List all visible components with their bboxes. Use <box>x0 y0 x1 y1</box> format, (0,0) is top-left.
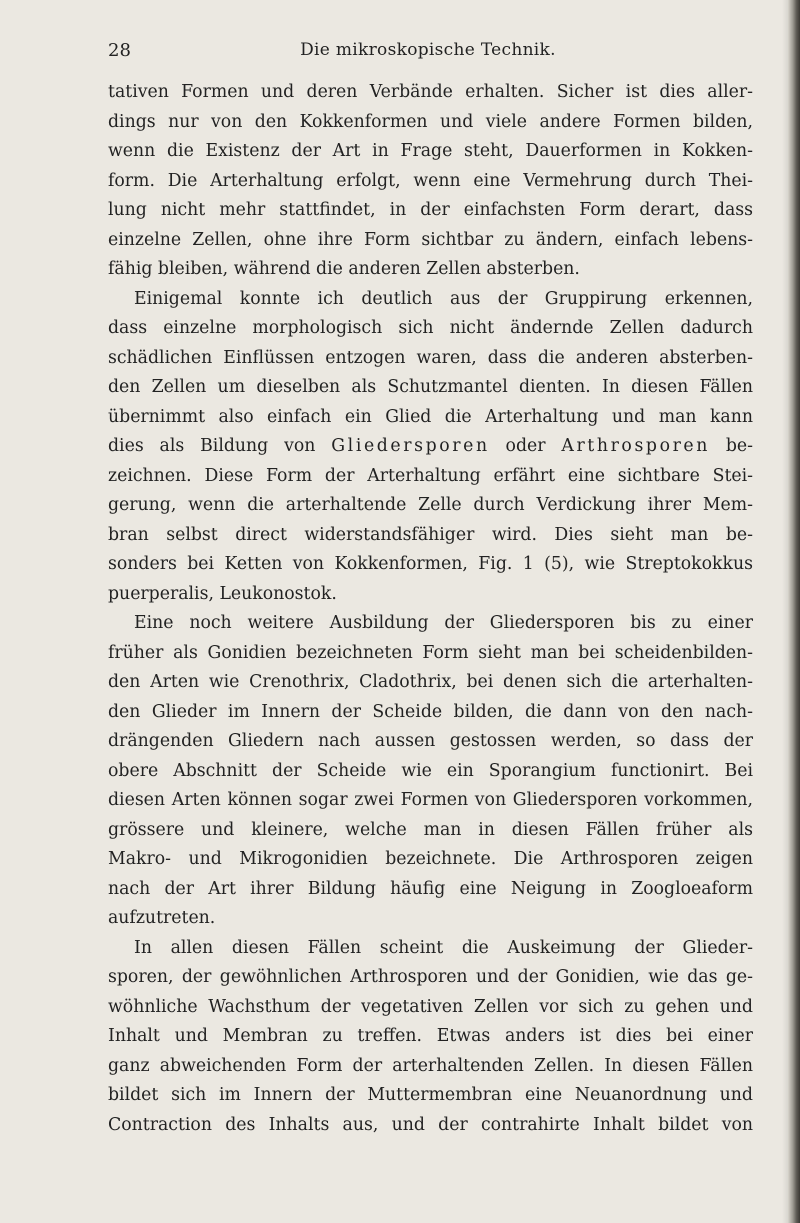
text-line: gerung, wenn die arterhaltende Zelle durch Verdickung ihrer Mem- <box>108 495 753 515</box>
text-line: übernimmt also einfach ein Glied die Arterhaltung und man kann <box>108 406 753 427</box>
body-text <box>108 78 753 1140</box>
page-edge-shadow <box>788 0 800 1223</box>
text-line: Einigemal konnte ich deutlich aus der Gruppirung erkennen, <box>134 288 753 309</box>
text-line: aufzutreten. <box>108 908 216 928</box>
text-line: schädlichen Einflüssen entzogen waren, dass die anderen absterben- <box>108 347 753 368</box>
text-line: den Zellen um dieselben als Schutzmantel dienten. In diesen Fällen <box>108 377 753 397</box>
paragraph-1 <box>108 78 753 285</box>
paragraph-4 <box>108 934 753 1141</box>
text-line: obere Abschnitt der Scheide wie ein Sporangium functionirt. Bei <box>108 760 753 781</box>
line-part: dies als Bildung von <box>108 436 332 456</box>
text-line: einzelne Zellen, ohne ihre Form sichtbar zu ändern, einfach lebens- <box>108 229 753 250</box>
text-line: diesen Arten können sogar zwei Formen von Gliedersporen vorkommen, <box>108 790 753 810</box>
text-line: bran selbst direct widerstandsfähiger wird. Dies sieht man be- <box>108 524 753 545</box>
line-part: be- <box>710 436 753 456</box>
text-line: nach der Art ihrer Bildung häufig eine Neigung in Zoogloeaform <box>108 878 753 899</box>
paragraph-2 <box>108 285 753 610</box>
text-line: puerperalis, Leukonostok. <box>108 583 337 604</box>
text-line-spaced-terms <box>108 432 753 462</box>
running-title: Die mikroskopische Technik. <box>300 40 556 60</box>
text-line: form. Die Arterhaltung erfolgt, wenn eine Vermehrung durch Thei- <box>108 170 753 191</box>
text-line: den Arten wie Crenothrix, Cladothrix, bei denen sich die arterhalten- <box>108 672 753 692</box>
page-header <box>108 40 748 68</box>
text-line: fähig bleiben, während die anderen Zellen absterben. <box>108 259 580 279</box>
text-line: wöhnliche Wachsthum der vegetativen Zellen vor sich zu gehen und <box>108 996 753 1017</box>
page-number: 28 <box>108 40 131 61</box>
text-line: früher als Gonidien bezeichneten Form sieht man bei scheidenbilden- <box>108 642 753 663</box>
text-line: Eine noch weitere Ausbildung der Gliedersporen bis zu einer <box>134 613 753 633</box>
term-gliedersporen: Gliedersporen <box>331 436 490 456</box>
text-line: In allen diesen Fällen scheint die Auskeimung der Glieder- <box>134 937 753 958</box>
paragraph-3 <box>108 609 753 934</box>
line-part: oder <box>489 436 562 456</box>
text-line: Contraction des Inhalts aus, und der contrahirte Inhalt bildet von <box>108 1114 753 1135</box>
text-line: wenn die Existenz der Art in Frage steht, Dauerformen in Kokken- <box>108 141 753 161</box>
text-line: tativen Formen und deren Verbände erhalten. Sicher ist dies aller- <box>108 82 753 102</box>
term-arthrosporen: Arthrosporen <box>561 436 710 456</box>
text-line: zeichnen. Diese Form der Arterhaltung erfährt eine sichtbare Stei- <box>108 465 753 486</box>
text-line: sporen, der gewöhnlichen Arthrosporen und der Gonidien, wie das ge- <box>108 967 753 987</box>
text-line: den Glieder im Innern der Scheide bilden, die dann von den nach- <box>108 701 753 722</box>
text-line: bildet sich im Innern der Muttermembran eine Neuanordnung und <box>108 1085 753 1105</box>
text-line: grössere und kleinere, welche man in diesen Fällen früher als <box>108 819 753 840</box>
text-line: lung nicht mehr stattfindet, in der einfachsten Form derart, dass <box>108 200 753 220</box>
text-line: Makro- und Mikrogonidien bezeichnete. Die Arthrosporen zeigen <box>108 849 753 869</box>
text-line: ganz abweichenden Form der arterhaltenden Zellen. In diesen Fällen <box>108 1055 753 1076</box>
text-line: Inhalt und Membran zu treffen. Etwas anders ist dies bei einer <box>108 1026 753 1046</box>
text-line: drängenden Gliedern nach aussen gestossen werden, so dass der <box>108 731 753 751</box>
text-line: dings nur von den Kokkenformen und viele andere Formen bilden, <box>108 111 753 132</box>
text-line: sonders bei Ketten von Kokkenformen, Fig. 1 (5), wie Streptokokkus <box>108 554 753 574</box>
text-line: dass einzelne morphologisch sich nicht ändernde Zellen dadurch <box>108 318 753 338</box>
